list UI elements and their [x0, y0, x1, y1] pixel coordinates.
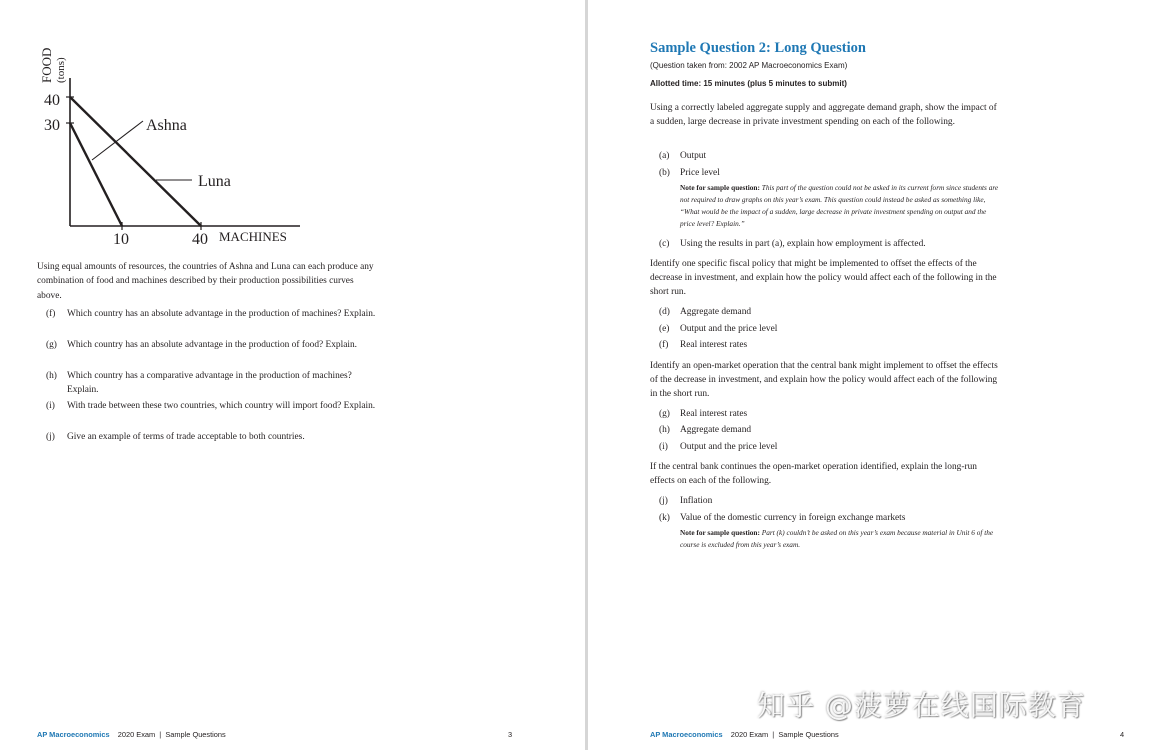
item-label: (g): [659, 409, 670, 419]
x-tick-40: 40: [192, 231, 208, 248]
item-text: Price level: [680, 168, 720, 178]
item-label: (h): [659, 425, 670, 435]
question-text: Which country has a comparative advantage in the production of machines? Explain.: [67, 371, 352, 395]
item-label: (k): [659, 513, 670, 523]
footer-separator: |: [159, 730, 162, 739]
watermark-text: 知乎 @菠萝在线国际教育: [757, 689, 1086, 722]
question-text: With trade between these two countries, which country will import food? Explain.: [67, 401, 376, 411]
y-axis-label: FOOD: [39, 47, 54, 83]
paragraph-1: Using a correctly labeled aggregate supply and aggregate demand graph, show the impact of a sudden, large decrease in private investment spending on each of the following.: [650, 103, 997, 128]
y-tick-30: 30: [44, 117, 60, 134]
item-label: (a): [659, 151, 670, 161]
left-page: [0, 0, 585, 750]
question-label: (i): [46, 401, 55, 411]
question-text: Which country has an absolute advantage in the production of food? Explain.: [67, 340, 358, 350]
note-label: Note for sample question:: [680, 528, 760, 537]
paragraph-2: Identify one specific fiscal policy that might be implemented to offset the effects of the decrease in investment, and explain how the policy would affect each of the following in the short run.: [650, 259, 997, 298]
item-label: (d): [659, 307, 670, 317]
question-label: (g): [46, 340, 57, 350]
item-text: Value of the domestic currency in foreign exchange markets: [680, 513, 906, 523]
item-label: (b): [659, 168, 670, 178]
question-text: Give an example of terms of trade acceptable to both countries.: [67, 432, 305, 442]
x-tick-10: 10: [113, 231, 129, 248]
question-source: (Question taken from: 2002 AP Macroeconomics Exam): [650, 61, 848, 70]
right-footer: [650, 730, 839, 739]
question-label: (h): [46, 371, 57, 381]
note-text: Part (k) couldn’t be asked on this year’s exam because material in Unit 6 of the course is excluded from this year’s exam.: [680, 528, 994, 549]
question-text: Which country has an absolute advantage in the production of machines? Explain.: [67, 309, 376, 319]
note-1: [680, 182, 1002, 230]
footer-section: Sample Questions: [165, 730, 226, 739]
paragraph-4: If the central bank continues the open-market operation identified, explain the long-run effects on each of the following.: [650, 462, 977, 487]
y-axis-unit: (tons): [55, 57, 67, 83]
ppc-graph: [0, 0, 320, 250]
footer-exam: 2020 Exam: [117, 730, 156, 739]
item-label: (j): [659, 496, 668, 506]
intro-paragraph: Using equal amounts of resources, the countries of Ashna and Luna can each produce any combination of food and machines described by their production possibilities curves above.: [37, 262, 374, 301]
question-label: (f): [46, 309, 56, 319]
item-text: Aggregate demand: [680, 307, 752, 317]
luna-label: Luna: [198, 173, 231, 190]
footer-section: Sample Questions: [778, 730, 839, 739]
item-label: (f): [659, 340, 669, 350]
allotted-time: Allotted time: 15 minutes (plus 5 minutes to submit): [650, 79, 847, 88]
ashna-label: Ashna: [146, 117, 187, 134]
item-text: Real interest rates: [680, 340, 748, 350]
question-title: Sample Question 2: Long Question: [650, 40, 866, 56]
item-text: Inflation: [680, 496, 713, 506]
item-text: Using the results in part (a), explain how employment is affected.: [680, 239, 926, 249]
footer-exam: 2020 Exam: [730, 730, 769, 739]
footer-brand: AP Macroeconomics: [650, 730, 723, 739]
item-label: (e): [659, 324, 670, 334]
left-page-number: 3: [508, 730, 513, 739]
right-page: [588, 0, 1173, 750]
item-text: Aggregate demand: [680, 425, 752, 435]
note-label: Note for sample question:: [680, 183, 760, 192]
x-axis-label: MACHINES: [219, 229, 287, 244]
ashna-ppc-line: [70, 123, 122, 226]
left-footer: [37, 730, 226, 739]
item-label: (i): [659, 442, 668, 452]
y-tick-40: 40: [44, 92, 60, 109]
paragraph-3: Identify an open-market operation that the central bank might implement to offset the effects of the decrease in investment, and explain how the policy would affect each of the following in the short run.: [650, 361, 998, 400]
footer-brand: AP Macroeconomics: [37, 730, 110, 739]
item-text: Real interest rates: [680, 409, 748, 419]
item-text: Output: [680, 151, 707, 161]
question-label: (j): [46, 432, 55, 442]
right-page-number: 4: [1120, 730, 1125, 739]
note-text: This part of the question could not be asked in its current form since students are not required to draw graphs on this year’s exam. This question could instead be asked as something like, “What would be the impact of a sudden, large decrease in private investment spending on output and the price level? Explain.”: [680, 183, 999, 228]
footer-separator: |: [772, 730, 775, 739]
item-text: Output and the price level: [680, 324, 778, 334]
item-text: Output and the price level: [680, 442, 778, 452]
note-2: [680, 527, 1002, 551]
item-label: (c): [659, 239, 670, 249]
